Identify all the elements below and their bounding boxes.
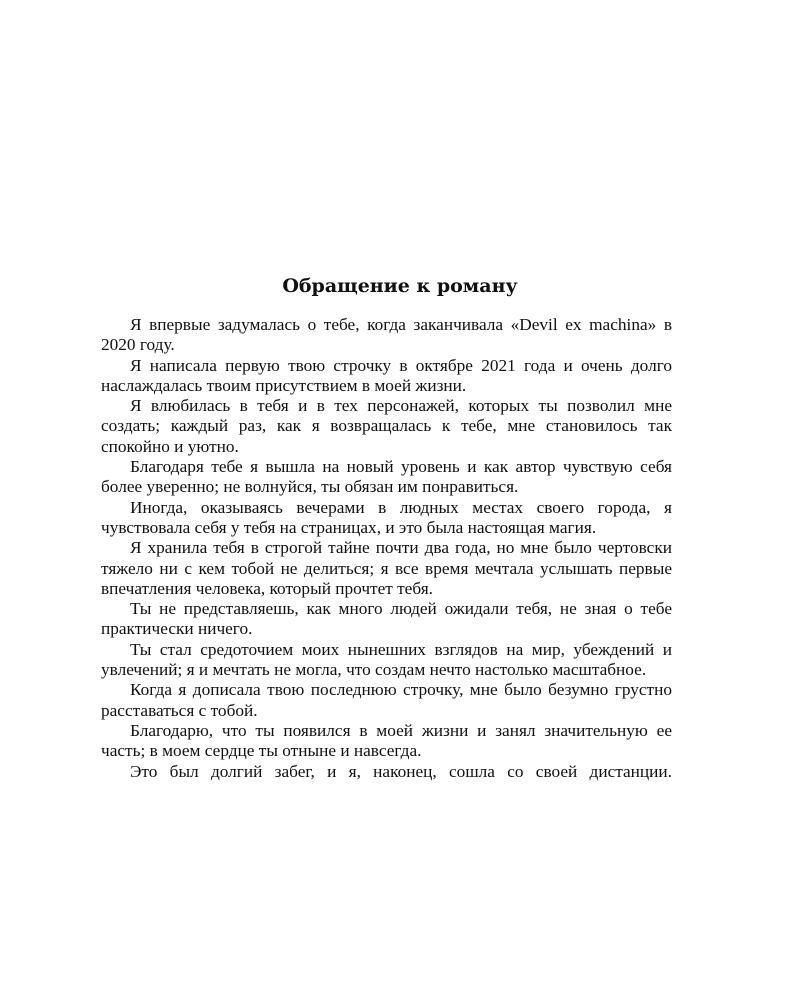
- paragraph: Ты не представляешь, как много людей ожидали тебя, не зная о тебе практически ничего.: [101, 599, 672, 639]
- paragraph: Когда я дописала твою последнюю строчку, мне было безумно грустно расставаться с тобой.: [101, 680, 672, 720]
- body-text: [101, 315, 672, 782]
- paragraph: Я впервые задумалась о тебе, когда заканчивала «Devil ex machina» в 2020 году.: [101, 315, 672, 355]
- paragraph: Ты стал средоточием моих нынешних взглядов на мир, убеждений и увлечений; я и мечтать не могла, что создам нечто настолько масштабное.: [101, 639, 672, 680]
- paragraph: Я влюбилась в тебя и в тех персонажей, которых ты позволил мне создать; каждый раз, как я возвращалась к тебе, мне становилось так спокойно и уютно.: [101, 396, 672, 456]
- chapter-title: Обращение к роману: [282, 275, 518, 297]
- paragraph: Это был долгий забег, и я, наконец, сошла со своей дистанции.: [130, 761, 672, 781]
- paragraph: Благодаря тебе я вышла на новый уровень и как автор чувствую себя более уверенно; не волнуйся, ты обязан им понравиться.: [101, 457, 672, 497]
- paragraph: Иногда, оказываясь вечерами в людных местах своего города, я чувствовала себя у тебя на страницах, и это была настоящая магия.: [101, 497, 672, 537]
- paragraph: Благодарю, что ты появился в моей жизни и занял значительную ее часть; в моем сердце ты отныне и навсегда.: [101, 720, 672, 761]
- paragraph: Я хранила тебя в строгой тайне почти два года, но мне было чертовски тяжело ни с кем тобой не делиться; я все время мечтала услышать первые впечатления человека, который прочтет тебя.: [101, 538, 672, 598]
- paragraph: Я написала первую твою строчку в октябре 2021 года и очень долго наслаждалась твоим присутствием в моей жизни.: [101, 355, 672, 395]
